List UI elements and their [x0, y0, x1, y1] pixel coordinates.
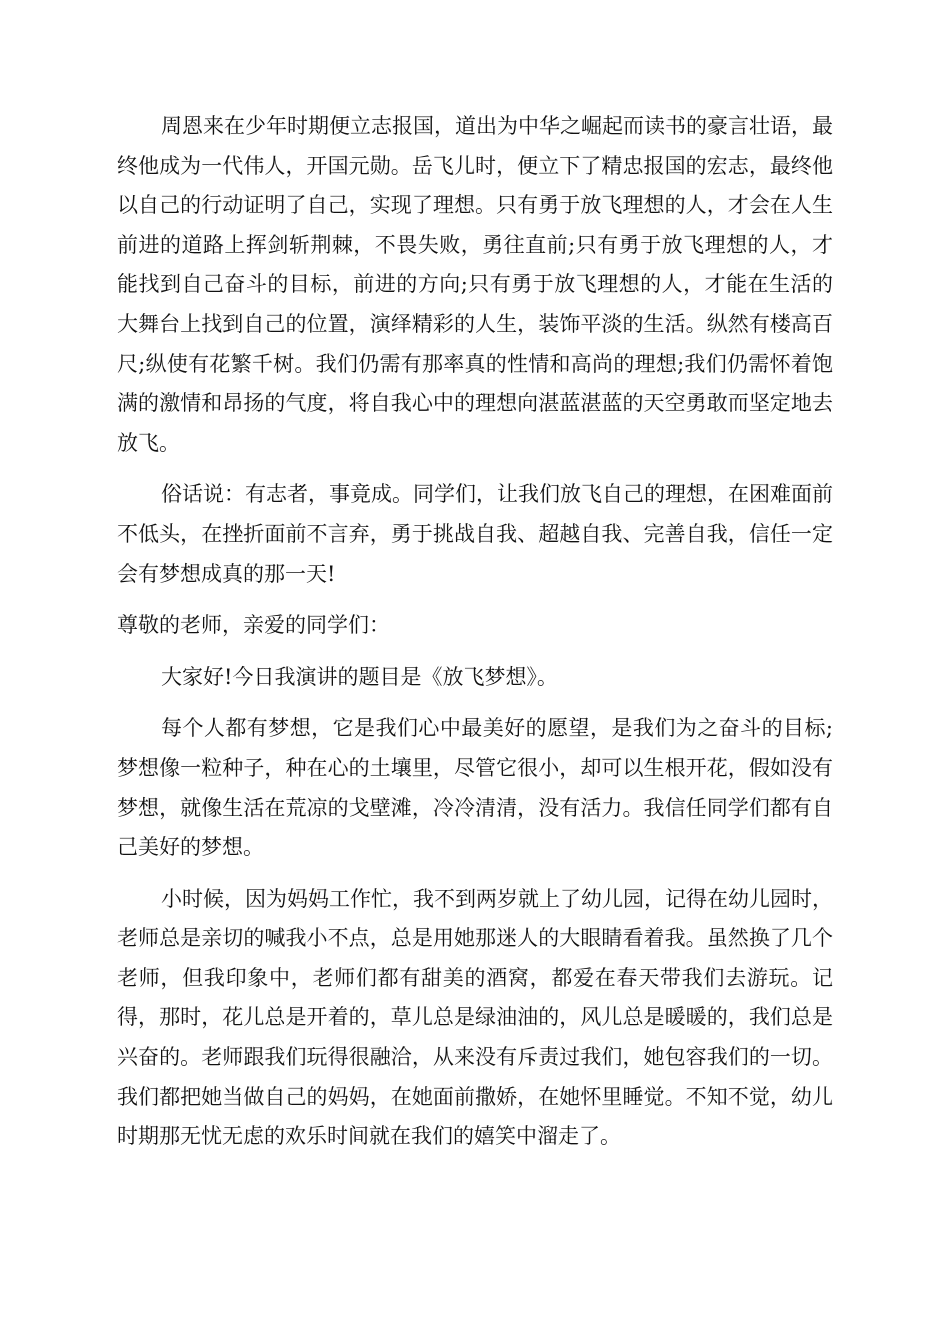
- document-body: [117, 107, 833, 1169]
- paragraph-childhood: 小时候，因为妈妈工作忙，我不到两岁就上了幼儿园，记得在幼儿园时，老师总是亲切的喊我小不点，总是用她那迷人的大眼睛看着我。虽然换了几个老师，但我印象中，老师们都有甜美的酒窝，都爱在春天带我们去游玩。记得，那时，花儿总是开着的，草儿总是绿油油的，风儿总是暖暖的，我们总是兴奋的。老师跟我们玩得很融洽，从来没有斥责过我们，她包容我们的一切。我们都把她当做自己的妈妈，在她面前撒娇，在她怀里睡觉。不知不觉，幼儿时期那无忧无虑的欢乐时间就在我们的嬉笑中溜走了。: [117, 886, 833, 1149]
- speech-salutation: 尊敬的老师，亲爱的同学们：: [117, 613, 390, 638]
- paragraph-zhou-enlai: 周恩来在少年时期便立志报国，道出为中华之崛起而读书的豪言壮语，最终他成为一代伟人，开国元勋。岳飞儿时，便立下了精忠报国的宏志，最终他以自己的行动证明了自己，实现了理想。只有勇于放飞理想的人，才会在人生前进的道路上挥剑斩荆棘，不畏失败，勇往直前;只有勇于放飞理想的人，才能找到自己奋斗的目标，前进的方向;只有勇于放飞理想的人，才能在生活的大舞台上找到自己的位置，演绎精彩的人生，装饰平淡的生活。纵然有楼高百尺;纵使有花繁千树。我们仍需有那率真的性情和高尚的理想;我们仍需怀着饱满的激情和昂扬的气度，将自我心中的理想向湛蓝湛蓝的天空勇敢而坚定地去放飞。: [117, 114, 833, 455]
- paragraph-dreams: 每个人都有梦想，它是我们心中最美好的愿望，是我们为之奋斗的目标;梦想像一粒种子，种在心的土壤里，尽管它很小，却可以生根开花，假如没有梦想，就像生活在荒凉的戈壁滩，冷冷清清，没有活力。我信任同学们都有自己美好的梦想。: [117, 716, 833, 860]
- paragraph-proverb: 俗话说：有志者，事竟成。同学们，让我们放飞自己的理想，在困难面前不低头，在挫折面前不言弃，勇于挑战自我、超越自我、完善自我，信任一定会有梦想成真的那一天!: [117, 482, 833, 586]
- speech-greeting: 大家好!今日我演讲的题目是《放飞梦想》。: [161, 664, 558, 689]
